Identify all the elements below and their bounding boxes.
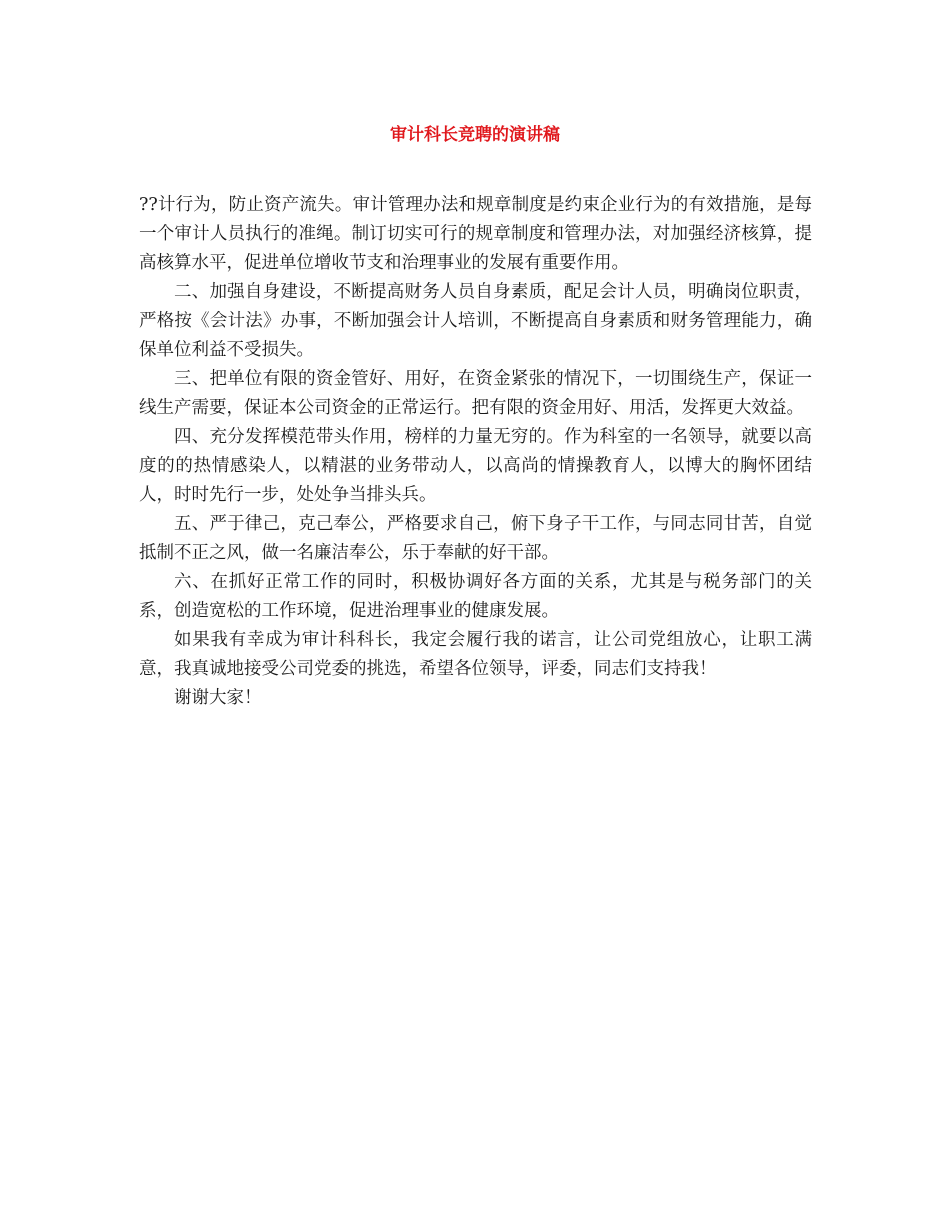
paragraph-3: 三、把单位有限的资金管好、用好，在资金紧张的情况下，一切围绕生产，保证一线生产需要，保证本公司资金的正常运行。把有限的资金用好、用活，发挥更大效益。 [139,369,812,418]
paragraph-4: 四、充分发挥模范带头作用，榜样的力量无穷的。作为科室的一名领导，就要以高度的的热情感染人，以精湛的业务带动人，以高尚的情操教育人，以博大的胸怀团结人，时时先行一步，处处争当排头兵。 [139,427,812,505]
paragraph-2: 二、加强自身建设，不断提高财务人员自身素质，配足会计人员，明确岗位职责，严格按《会计法》办事，不断加强会计人培训，不断提高自身素质和财务管理能力，确保单位利益不受损失。 [139,282,812,360]
paragraph-7: 如果我有幸成为审计科科长，我定会履行我的诺言，让公司党组放心，让职工满意，我真诚地接受公司党委的挑选，希望各位领导，评委，同志们支持我！ [139,630,812,679]
paragraph-8: 谢谢大家！ [174,688,262,708]
paragraph-1: ??计行为，防止资产流失。审计管理办法和规章制度是约束企业行为的有效措施，是每一个审计人员执行的准绳。制订切实可行的规章制度和管理办法，对加强经济核算，提高核算水平，促进单位增收节支和治理事业的发展有重要作用。 [139,195,812,273]
paragraph-6: 六、在抓好正常工作的同时，积极协调好各方面的关系，尤其是与税务部门的关系，创造宽松的工作环境，促进治理事业的健康发展。 [139,572,812,621]
document-title: 审计科长竞聘的演讲稿 [390,125,560,145]
document-body [139,191,812,713]
paragraph-5: 五、严于律己，克己奉公，严格要求自己，俯下身子干工作，与同志同甘苦，自觉抵制不正之风，做一名廉洁奉公，乐于奉献的好干部。 [139,514,812,563]
